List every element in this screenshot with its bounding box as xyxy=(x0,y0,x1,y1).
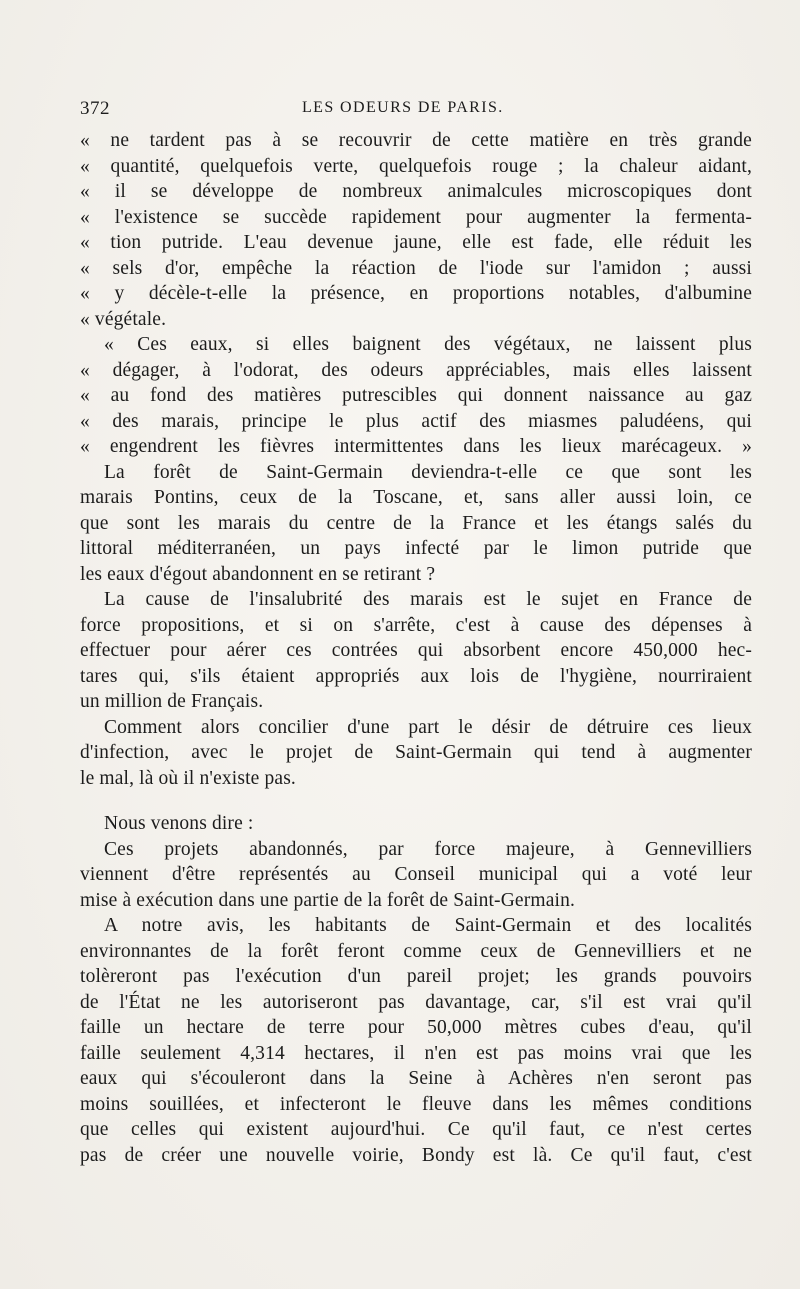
text-line: « engendrent les fièvres intermittentes dans les lieux marécageux. » xyxy=(80,436,752,457)
text-line: « dégager, à l'odorat, des odeurs appréciables, mais elles laissent xyxy=(80,359,752,381)
text-line: Comment alors concilier d'une part le désir de détruire ces lieux xyxy=(104,716,752,738)
text-line: « quantité, quelquefois verte, quelquefois rouge ; la chaleur aidant, xyxy=(80,155,752,177)
page-header xyxy=(80,98,750,124)
page-number: 372 xyxy=(80,98,110,119)
text-line: que sont les marais du centre de la France et les étangs salés du xyxy=(80,512,752,534)
text-line: « végétale. xyxy=(80,308,167,330)
text-line: moins souillées, et infecteront le fleuve dans les mêmes conditions xyxy=(80,1093,752,1115)
text-line: Nous venons dire : xyxy=(104,813,254,834)
text-line: force propositions, et si on s'arrête, c'est à cause des dépenses à xyxy=(80,614,752,636)
text-line: « au fond des matières putrescibles qui donnent naissance au gaz xyxy=(80,385,752,406)
text-line: tares qui, s'ils étaient appropriés aux lois de l'hygiène, nourriraient xyxy=(80,665,752,687)
text-line: A notre avis, les habitants de Saint-Germain et des localités xyxy=(104,915,752,936)
text-line: environnantes de la forêt feront comme ceux de Gennevilliers et ne xyxy=(80,940,752,962)
paragraph xyxy=(80,811,752,837)
text-line: « l'existence se succède rapidement pour augmenter la fermenta- xyxy=(80,206,752,228)
text-line: « des marais, principe le plus actif des miasmes paludéens, qui xyxy=(80,410,752,432)
text-line: marais Pontins, ceux de la Toscane, et, sans aller aussi loin, ce xyxy=(80,487,752,508)
text-line: « sels d'or, empêche la réaction de l'iode sur l'amidon ; aussi xyxy=(80,257,752,279)
text-line: « tion putride. L'eau devenue jaune, elle est fade, elle réduit les xyxy=(80,232,752,253)
text-line: que celles qui existent aujourd'hui. Ce qu'il faut, ce n'est certes xyxy=(80,1119,752,1140)
text-line: littoral méditerranéen, un pays infecté par le limon putride que xyxy=(80,538,752,559)
text-line: les eaux d'égout abandonnent en se retirant ? xyxy=(80,563,436,585)
text-line: tolèreront pas l'exécution d'un pareil projet; les grands pouvoirs xyxy=(80,966,752,987)
text-line: mise à exécution dans une partie de la forêt de Saint-Germain. xyxy=(80,889,575,911)
section-break xyxy=(80,791,752,811)
paragraph xyxy=(80,913,752,1168)
text-line: d'infection, avec le projet de Saint-Germain qui tend à augmenter xyxy=(80,742,752,763)
text-line: le mal, là où il n'existe pas. xyxy=(80,767,296,789)
paragraph xyxy=(80,587,752,715)
text-line: « y décèle-t-elle la présence, en proportions notables, d'albumine xyxy=(80,283,752,304)
text-line: faille un hectare de terre pour 50,000 mètres cubes d'eau, qu'il xyxy=(80,1017,752,1038)
text-line: La cause de l'insalubrité des marais est le sujet en France de xyxy=(104,589,752,610)
text-line: eaux qui s'écouleront dans la Seine à Achères n'en seront pas xyxy=(80,1068,752,1089)
paragraph xyxy=(80,460,752,588)
paragraph xyxy=(80,715,752,792)
text-line: de l'État ne les autoriseront pas davantage, car, s'il est vrai qu'il xyxy=(80,991,752,1013)
text-line: Ces projets abandonnés, par force majeure, à Gennevilliers xyxy=(104,838,752,860)
text-line: « Ces eaux, si elles baignent des végétaux, ne laissent plus xyxy=(104,334,752,355)
text-line: un million de Français. xyxy=(80,691,264,712)
body-text xyxy=(80,128,752,1168)
text-line: « ne tardent pas à se recouvrir de cette matière en très grande xyxy=(80,130,752,151)
text-line: effectuer pour aérer ces contrées qui absorbent encore 450,000 hec- xyxy=(80,640,752,661)
text-line: La forêt de Saint-Germain deviendra-t-elle ce que sont les xyxy=(104,461,752,483)
paragraph xyxy=(80,837,752,914)
text-line: pas de créer une nouvelle voirie, Bondy est là. Ce qu'il faut, c'est xyxy=(80,1144,752,1166)
text-line: « il se développe de nombreux animalcules microscopiques dont xyxy=(80,181,752,202)
paragraph xyxy=(80,128,752,332)
running-title: LES ODEURS DE PARIS. xyxy=(302,99,504,116)
paragraph xyxy=(80,332,752,460)
text-line: viennent d'être représentés au Conseil municipal qui a voté leur xyxy=(80,864,752,885)
text-line: faille seulement 4,314 hectares, il n'en est pas moins vrai que les xyxy=(80,1042,752,1064)
